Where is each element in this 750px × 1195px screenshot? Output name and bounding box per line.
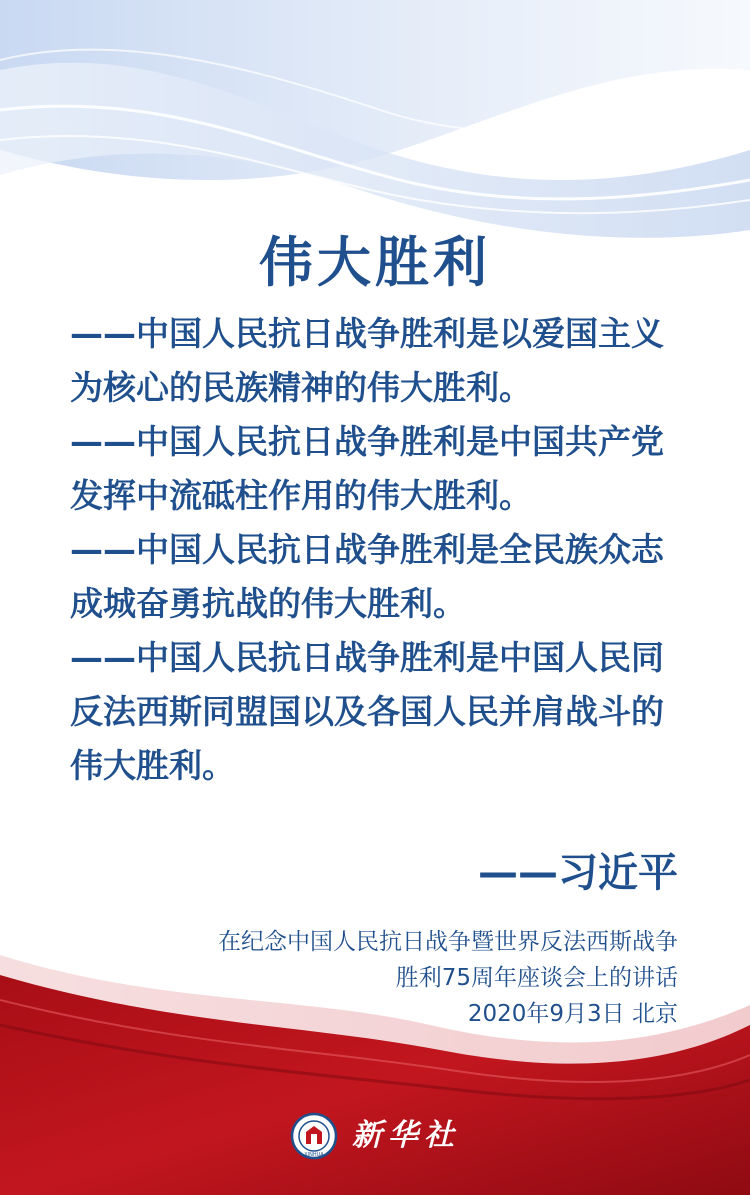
xinhua-logo-text: 新华社: [352, 1118, 460, 1153]
quote-body: [70, 307, 685, 793]
quote-paragraph-2: ——中国人民抗日战争胜利是中国共产党发挥中流砥柱作用的伟大胜利。: [70, 422, 664, 515]
logo-ring-text: XINHUA: [304, 1152, 324, 1158]
xinhua-logo-icon: [290, 1112, 338, 1160]
page-title: 伟大胜利: [259, 231, 491, 295]
source-line-1: 在纪念中国人民抗日战争暨世界反法西斯战争: [218, 929, 678, 955]
quote-paragraph-4: ——中国人民抗日战争胜利是中国人民同反法西斯同盟国以及各国人民并肩战斗的伟大胜利。: [70, 638, 664, 785]
quote-paragraph-1: ——中国人民抗日战争胜利是以爱国主义为核心的民族精神的伟大胜利。: [70, 314, 664, 407]
quote-paragraph-3: ——中国人民抗日战争胜利是全民族众志成城奋勇抗战的伟大胜利。: [70, 530, 664, 623]
source-line-2: 胜利75周年座谈会上的讲话: [395, 965, 678, 991]
signature: ——习近平: [478, 850, 678, 896]
xinhua-logo: [0, 1112, 750, 1160]
source-date-location: 2020年9月3日 北京: [467, 1001, 678, 1027]
source-note: [218, 924, 678, 1032]
